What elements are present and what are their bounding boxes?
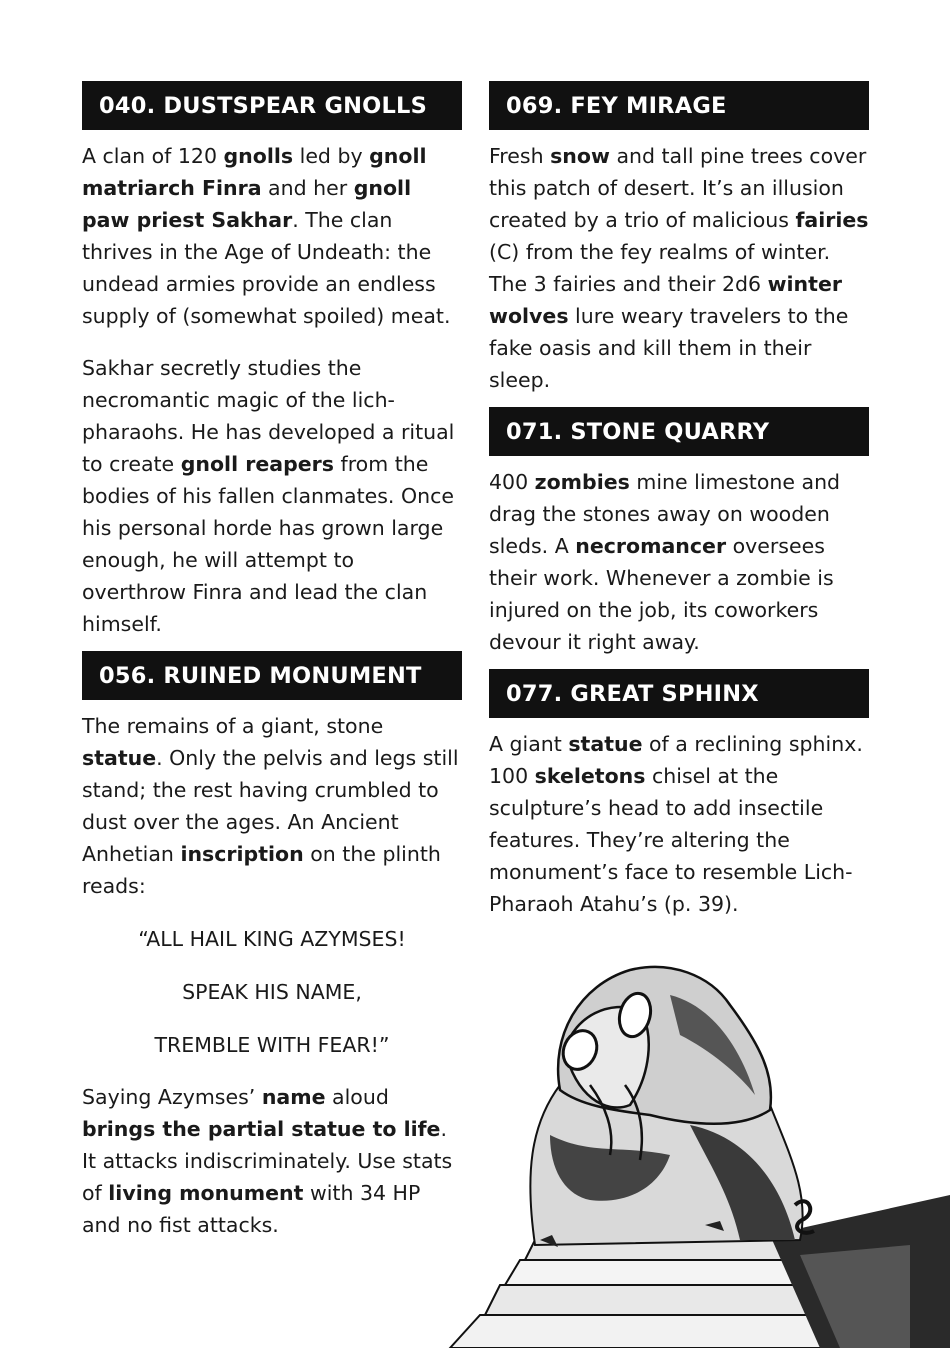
text-run: . The clan thrives in the Age of Undeath: the undead armies provide an endless supply of (somewhat spoiled) meat. [82, 208, 451, 328]
inscription-line-2: SPEAK HIS NAME, [182, 980, 362, 1004]
text-run: Sakhar secretly studies the necromantic magic of the lich-pharaohs. He has developed a ritual to create [82, 356, 455, 476]
bold-term: name [261, 1085, 326, 1109]
bold-term: statue [568, 732, 643, 756]
text-run: and her [261, 176, 354, 200]
bold-term: gnoll matriarch Finra [82, 144, 427, 200]
bold-term: gnolls [223, 144, 294, 168]
text-run: of a reclining sphinx. 100 [489, 732, 863, 788]
text-run: mine limestone and drag the stones away on wooden sleds. A [489, 470, 841, 558]
section-header-040: 040. DUSTSPEAR GNOLLS [82, 81, 462, 130]
text-run: Fresh [489, 144, 551, 168]
text-run: oversees their work. Whenever a zombie is injured on the job, its coworkers devour it right away. [489, 534, 834, 654]
dustspear-gnolls-paragraph-1 [82, 140, 462, 332]
inscription-line-3: TREMBLE WITH FEAR!” [154, 1033, 390, 1057]
section-header-056: 056. RUINED MONUMENT [82, 651, 462, 700]
bold-term: inscription [180, 842, 304, 866]
text-run: . Only the pelvis and legs still stand; the rest having crumbled to dust over the ages. An Ancient Anhetian [82, 746, 459, 866]
bold-term: necromancer [575, 534, 727, 558]
bold-term: brings the partial statue to life [82, 1117, 441, 1141]
stone-quarry-paragraph [489, 466, 869, 658]
text-run: 400 [489, 470, 535, 494]
fey-mirage-paragraph [489, 140, 869, 396]
section-header-071: 071. STONE QUARRY [489, 407, 869, 456]
great-sphinx-paragraph [489, 728, 869, 920]
bold-term: skeletons [534, 764, 646, 788]
bold-term: statue [82, 746, 157, 770]
text-run: on the plinth reads: [82, 842, 441, 898]
left-column [82, 81, 462, 1241]
text-run: from the bodies of his fallen clanmates. Once his personal horde has grown large enough, he will attempt to overthrow Finra and lead the clan himself. [82, 452, 454, 636]
section-header-077: 077. GREAT SPHINX [489, 669, 869, 718]
ruined-monument-paragraph-2 [82, 1081, 462, 1241]
sphinx-head-illustration-icon [440, 955, 950, 1348]
inscription-line-1: “ALL HAIL KING AZYMSES! [138, 927, 406, 951]
bold-term: living monument [108, 1181, 304, 1205]
bold-term: snow [550, 144, 610, 168]
text-run: with 34 HP and no fist attacks. [82, 1181, 421, 1237]
bold-term: winter wolves [489, 272, 842, 328]
bold-term: fairies [795, 208, 869, 232]
section-header-069: 069. FEY MIRAGE [489, 81, 869, 130]
bold-term: gnoll reapers [180, 452, 334, 476]
text-run: (C) from the fey realms of winter. The 3 fairies and their 2d6 [489, 240, 831, 296]
text-run: and tall pine trees cover this patch of desert. It’s an illusion created by a trio of malicious [489, 144, 867, 232]
ruined-monument-paragraph-1 [82, 710, 462, 902]
text-run: A clan of 120 [82, 144, 224, 168]
text-run: Saying Azymses’ [82, 1085, 262, 1109]
right-column [489, 81, 869, 920]
text-run: . It attacks indiscriminately. Use stats of [82, 1117, 453, 1205]
text-run: The remains of a giant, stone [82, 714, 384, 738]
text-run: lure weary travelers to the fake oasis and kill them in their sleep. [489, 304, 849, 392]
dustspear-gnolls-paragraph-2 [82, 352, 462, 640]
text-run: chisel at the sculpture’s head to add insectile features. They’re altering the monument’s face to resemble Lich-Pharaoh Atahu’s (p. 39). [489, 764, 853, 916]
text-run: led by [293, 144, 370, 168]
bold-term: zombies [534, 470, 630, 494]
text-run: aloud [325, 1085, 389, 1109]
text-run: A giant [489, 732, 569, 756]
bold-term: gnoll paw priest Sakhar [82, 176, 412, 232]
